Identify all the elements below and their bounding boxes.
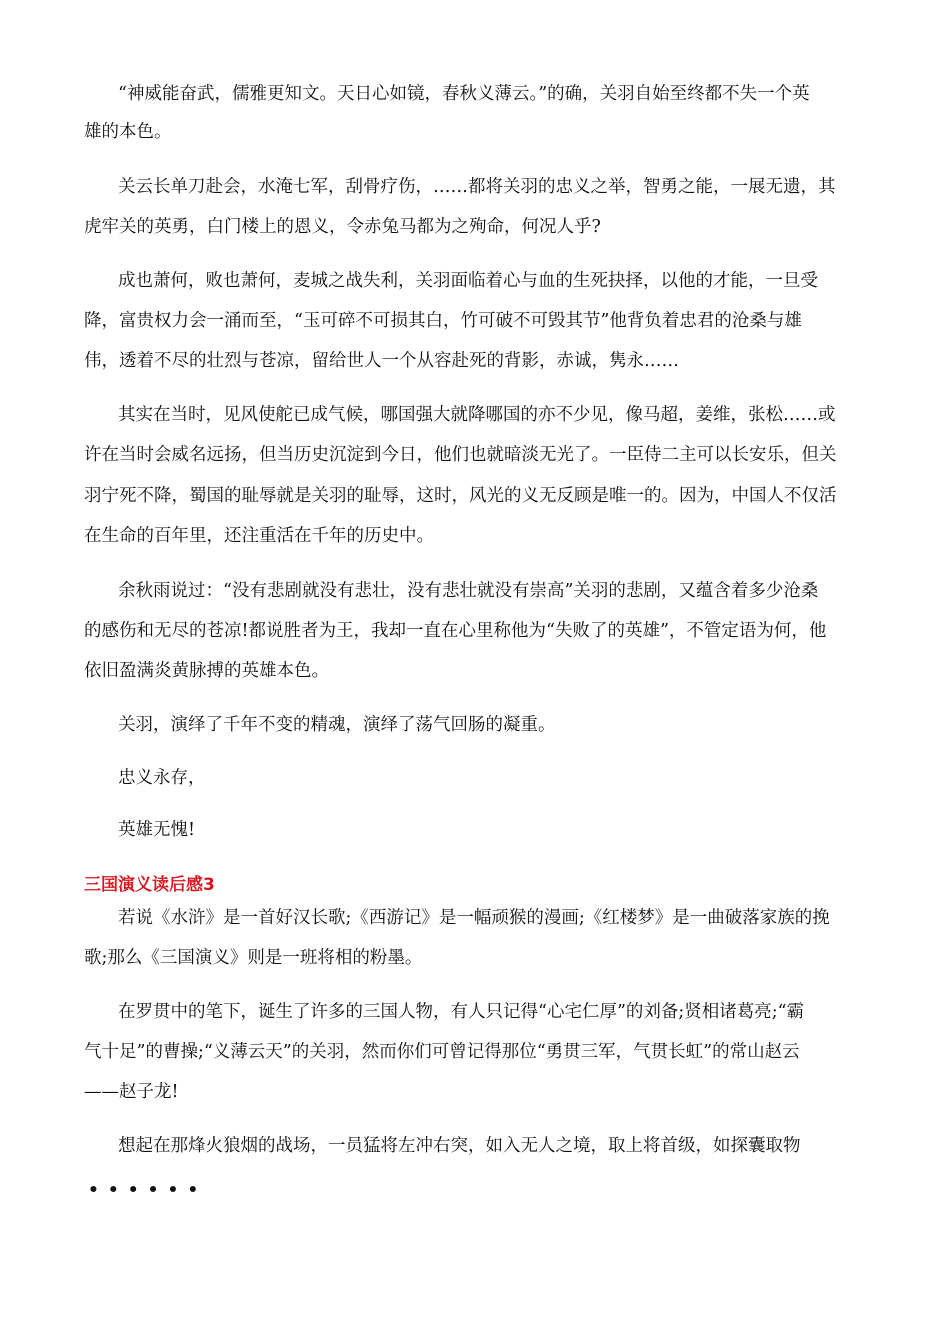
- paragraph-line: 若说《水浒》是一首好汉长歌;《西游记》是一幅顽猴的漫画;《红楼梦》是一曲破落家族的挽: [118, 908, 830, 928]
- paragraph-line: 关云长单刀赴会，水淹七军，刮骨疗伤，……都将关羽的忠义之举，智勇之能，一展无遗，其: [118, 177, 836, 197]
- paragraph-line: 降，富贵权力会一涌而至，“玉可碎不可损其白，竹可破不可毁其节”他背负着忠君的沧桑与雄: [84, 311, 802, 331]
- paragraph-line: 依旧盈满炎黄脉搏的英雄本色。: [84, 661, 329, 681]
- paragraph-line: 关羽，演绎了千年不变的精魂，演绎了荡气回肠的凝重。: [118, 715, 556, 735]
- paragraph-line: 羽宁死不降，蜀国的耻辱就是关羽的耻辱，这时，风光的义无反顾是唯一的。因为，中国人不仅活: [84, 486, 837, 506]
- paragraph-line: ——赵子龙!: [84, 1082, 179, 1102]
- section-heading: 三国演义读后感3: [84, 875, 215, 895]
- paragraph-line: 雄的本色。: [84, 122, 172, 142]
- paragraph-line: 气十足”的曹操;“义薄云天”的关羽，然而你们可曾记得那位“勇贯三军，气贯长虹”的常山赵云: [84, 1042, 800, 1062]
- paragraph-line: 在罗贯中的笔下，诞生了许多的三国人物，有人只记得“心宅仁厚”的刘备;贤相诸葛亮;“霸: [118, 1002, 805, 1022]
- paragraph-line: 虎牢关的英勇，白门楼上的恩义，令赤兔马都为之殉命，何况人乎?: [84, 217, 601, 237]
- paragraph-line: 想起在那烽火狼烟的战场，一员猛将左冲右突，如入无人之境，取上将首级，如探囊取物: [118, 1136, 801, 1156]
- paragraph-line: 忠义永存，: [118, 768, 206, 788]
- paragraph-line: 歌;那么《三国演义》则是一班将相的粉墨。: [84, 948, 423, 968]
- paragraph-line: 在生命的百年里，还注重活在千年的历史中。: [84, 526, 434, 546]
- paragraph-line: 英雄无愧!: [118, 820, 196, 840]
- paragraph-line: 的感伤和无尽的苍凉!都说胜者为王，我却一直在心里称他为“失败了的英雄”，不管定语为何，他: [84, 621, 827, 641]
- paragraph-line: “神威能奋武，儒雅更知文。天日心如镜，春秋义薄云。”的确，关羽自始至终都不失一个英: [118, 84, 810, 104]
- paragraph-line: 余秋雨说过：“没有悲剧就没有悲壮，没有悲壮就没有崇高”关羽的悲剧，又蕴含着多少沧桑: [118, 581, 819, 601]
- paragraph-line: 伟，透着不尽的壮烈与苍凉，留给世人一个从容赴死的背影，赤诚，隽永……: [84, 351, 679, 371]
- ellipsis-dots: ••••••: [88, 1180, 208, 1200]
- paragraph-line: 其实在当时，见风使舵已成气候，哪国强大就降哪国的亦不少见，像马超，姜维，张松……或: [118, 405, 836, 425]
- paragraph-line: 许在当时会威名远扬，但当历史沉淀到今日，他们也就暗淡无光了。一臣侍二主可以长安乐，但关: [84, 445, 837, 465]
- paragraph-line: 成也萧何，败也萧何，麦城之战失利，关羽面临着心与血的生死抉择，以他的才能，一旦受: [118, 271, 818, 291]
